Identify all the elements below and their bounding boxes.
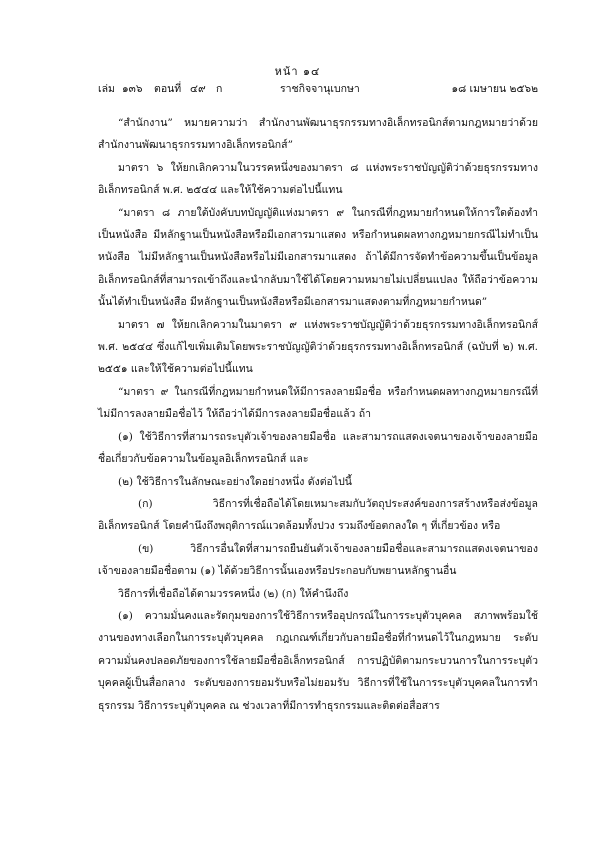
paragraph: (๑) ความมั่นคงและรัดกุมของการใช้วิธีการหรืออุปกรณ์ในการระบุตัวบุคคล สภาพพร้อมใช้งานของทางเลือกในการระบุตัวบุคคล กฎเกณฑ์เกี่ยวกับลายมือชื่อที่กำหนดไว้ในกฎหมาย ระดับความมั่นคงปลอดภัยของการใช้ลายมือชื่ออิเล็กทรอนิกส์ การปฏิบัติตามกระบวนการในการระบุตัวบุคคลผู้เป็นสื่อกลาง ระดับของการยอมรับหรือไม่ยอมรับ วิธีการที่ใช้ในการระบุตัวบุคคลในการทำธุรกรรม วิธีการระบุตัวบุคคล ณ ช่วงเวลาที่มีการทำธุรกรรมและติดต่อสื่อสาร [98, 609, 538, 712]
part-suffix: ก [216, 83, 223, 95]
part-number: ๔๙ [190, 83, 206, 95]
paragraph: วิธีการที่เชื่อถือได้ตามวรรคหนึ่ง (๒) (ก) ให้คำนึงถึง [118, 587, 349, 600]
paragraph: มาตรา ๗ ให้ยกเลิกความในมาตรา ๙ แห่งพระราชบัญญัติว่าด้วยธุรกรรมทางอิเล็กทรอนิกส์ พ.ศ. ๒๕๔๔ ซึ่งแก้ไขเพิ่มเติมโดยพระราชบัญญัติว่าด้วยธุรกรรมทางอิเล็กทรอนิกส์ (ฉบับที่ ๒) พ.ศ. ๒๕๕๑ และให้ใช้ความต่อไปนี้แทน [98, 318, 538, 376]
paragraph: มาตรา ๖ ให้ยกเลิกความในวรรคหนึ่งของมาตรา ๘ แห่งพระราชบัญญัติว่าด้วยธุรกรรมทางอิเล็กทรอนิกส์ พ.ศ. ๒๕๔๔ และให้ใช้ความต่อไปนี้แทน [98, 161, 538, 197]
paragraph: “มาตรา ๘ ภายใต้บังคับบทบัญญัติแห่งมาตรา ๙ ในกรณีที่กฎหมายกำหนดให้การใดต้องทำเป็นหนังสือ มีหลักฐานเป็นหนังสือหรือมีเอกสารมาแสดง หรือกำหนดผลทางกฎหมายกรณีไม่ทำเป็นหนังสือ ไม่มีหลักฐานเป็นหนังสือหรือไม่มีเอกสารมาแสดง ถ้าได้มีการจัดทำข้อความขึ้นเป็นข้อมูลอิเล็กทรอนิกส์ที่สามารถเข้าถึงและนำกลับมาใช้ได้โดยความหมายไม่เปลี่ยนแปลง ให้ถือว่าข้อความนั้นได้ทำเป็นหนังสือ มีหลักฐานเป็นหนังสือหรือมีเอกสารมาแสดงตามที่กฎหมายกำหนด” [98, 206, 538, 309]
document-body [98, 112, 538, 717]
gazette-header [98, 80, 538, 96]
part-label: ตอนที่ [154, 83, 182, 95]
paragraph: “มาตรา ๙ ในกรณีที่กฎหมายกำหนดให้มีการลงลายมือชื่อ หรือกำหนดผลทางกฎหมายกรณีที่ไม่มีการลงลายมือชื่อไว้ ให้ถือว่าได้มีการลงลายมือชื่อแล้ว ถ้า [98, 385, 538, 421]
paragraph: (๒) ใช้วิธีการในลักษณะอย่างใดอย่างหนึ่ง ดังต่อไปนี้ [118, 475, 352, 488]
volume-number: ๑๓๖ [122, 83, 143, 95]
paragraph: (๑) ใช้วิธีการที่สามารถระบุตัวเจ้าของลายมือชื่อ และสามารถแสดงเจตนาของเจ้าของลายมือชื่อเกี่ยวกับข้อความในข้อมูลอิเล็กทรอนิกส์ และ [98, 430, 538, 466]
page-number: หน้า ๑๔ [274, 65, 321, 78]
volume-label: เล่ม [98, 83, 115, 95]
paragraph: (ข) วิธีการอื่นใดที่สามารถยืนยันตัวเจ้าของลายมือชื่อและสามารถแสดงเจตนาของเจ้าของลายมือชื่อตาม (๑) ได้ด้วยวิธีการนั้นเองหรือประกอบกับพยานหลักฐานอื่น [98, 542, 538, 578]
publication-date: ๑๘ เมษายน ๒๕๖๒ [451, 83, 538, 95]
paragraph: (ก) วิธีการที่เชื่อถือได้โดยเหมาะสมกับวัตถุประสงค์ของการสร้างหรือส่งข้อมูลอิเล็กทรอนิกส์ โดยคำนึงถึงพฤติการณ์แวดล้อมทั้งปวง รวมถึงข้อตกลงใด ๆ ที่เกี่ยวข้อง หรือ [98, 497, 538, 533]
paragraph: “สำนักงาน” หมายความว่า สำนักงานพัฒนาธุรกรรมทางอิเล็กทรอนิกส์ตามกฎหมายว่าด้วยสำนักงานพัฒนาธุรกรรมทางอิเล็กทรอนิกส์” [98, 117, 538, 152]
gazette-name: ราชกิจจานุเบกษา [280, 83, 360, 95]
